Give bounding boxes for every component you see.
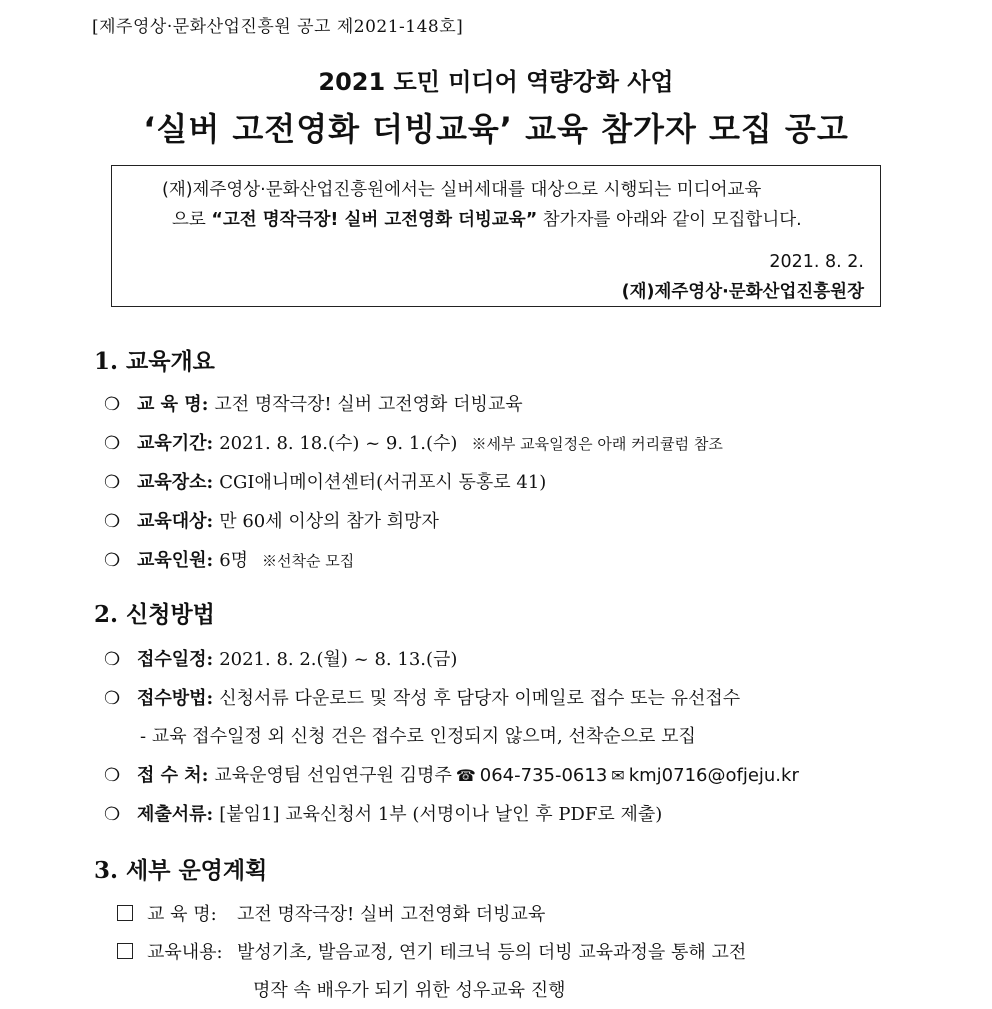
item-label: 접수일정: <box>137 649 214 670</box>
item-value: CGI애니메이션센터(서귀포시 동홍로 41) <box>219 472 547 493</box>
list-item <box>104 390 523 416</box>
circle-bullet-icon: ❍ <box>104 765 121 786</box>
item-value: [붙임1] 교육신청서 1부 (서명이나 날인 후 PDF로 제출) <box>219 804 663 825</box>
item-label: 교육대상: <box>137 511 214 532</box>
list-item <box>117 900 545 926</box>
intro-line-2-suffix: 참가자를 아래와 같이 모집합니다. <box>537 210 802 230</box>
square-bullet-icon <box>117 943 133 959</box>
circle-bullet-icon: ❍ <box>104 804 121 825</box>
item-value: 고전 명작극장! 실버 고전영화 더빙교육 <box>214 394 523 415</box>
list-item <box>104 429 723 455</box>
item-label: 접수방법: <box>137 688 214 709</box>
list-item <box>104 761 799 787</box>
square-bullet-icon <box>117 905 133 921</box>
intro-line-2 <box>172 206 802 231</box>
item-label: 교 육 명: <box>147 904 217 925</box>
item-label: 교육기간: <box>137 433 214 454</box>
item-value: 고전 명작극장! 실버 고전영화 더빙교육 <box>237 904 546 925</box>
section-3-heading: 3. 세부 운영계획 <box>94 857 268 884</box>
intro-line-1: (재)제주영상·문화산업진흥원에서는 실버세대를 대상으로 시행되는 미디어교육 <box>162 180 762 200</box>
item-label: 제출서류: <box>137 804 214 825</box>
content-continuation: 명작 속 배우가 되기 위한 성우교육 진행 <box>253 980 566 1001</box>
item-label: 접 수 처: <box>137 765 209 786</box>
intro-program-name: “고전 명작극장! 실버 고전영화 더빙교육” <box>211 210 538 230</box>
intro-box <box>111 165 881 307</box>
list-item <box>104 645 457 671</box>
item-label: 교육장소: <box>137 472 214 493</box>
item-label: 교 육 명: <box>137 394 209 415</box>
item-value: 6명 <box>219 550 249 571</box>
list-item <box>104 546 354 572</box>
circle-bullet-icon: ❍ <box>104 472 121 493</box>
list-item <box>104 468 546 494</box>
circle-bullet-icon: ❍ <box>104 550 121 571</box>
item-label: 교육인원: <box>137 550 214 571</box>
item-value: 신청서류 다운로드 및 작성 후 담당자 이메일로 접수 또는 유선접수 <box>219 688 741 709</box>
issuing-organization: (재)제주영상·문화산업진흥원장 <box>621 282 864 302</box>
intro-line-2-prefix: 으로 <box>172 210 212 230</box>
notice-number: [제주영상·문화산업진흥원 공고 제2021-148호] <box>92 17 464 37</box>
list-item <box>117 938 746 964</box>
list-item <box>104 507 439 533</box>
envelope-icon: ✉ <box>611 766 625 785</box>
title-line-1: 2021 도민 미디어 역량강화 사업 <box>318 68 674 96</box>
application-note: - 교육 접수일정 외 신청 건은 접수로 인정되지 않으며, 선착순으로 모집 <box>140 726 696 747</box>
notice-date: 2021. 8. 2. <box>769 252 864 272</box>
circle-bullet-icon: ❍ <box>104 688 121 709</box>
section-1-heading: 1. 교육개요 <box>94 348 215 375</box>
circle-bullet-icon: ❍ <box>104 649 121 670</box>
circle-bullet-icon: ❍ <box>104 433 121 454</box>
item-value: 교육운영팀 선임연구원 김명주 <box>214 765 452 786</box>
section-2-heading: 2. 신청방법 <box>94 601 215 628</box>
telephone-icon: ☎ <box>455 766 476 785</box>
list-item <box>104 800 662 826</box>
contact-phone: 064-735-0613 <box>479 765 608 786</box>
item-note: ※세부 교육일정은 아래 커리큘럼 참조 <box>471 435 723 453</box>
circle-bullet-icon: ❍ <box>104 394 121 415</box>
circle-bullet-icon: ❍ <box>104 511 121 532</box>
item-label: 교육내용: <box>147 942 223 963</box>
item-value: 2021. 8. 18.(수) ~ 9. 1.(수) <box>219 433 458 454</box>
item-value: 2021. 8. 2.(월) ~ 8. 13.(금) <box>219 649 458 670</box>
list-item <box>104 684 740 710</box>
page-title: ‘실버 고전영화 더빙교육’ 교육 참가자 모집 공고 <box>143 110 849 148</box>
item-value: 발성기초, 발음교정, 연기 테크닉 등의 더빙 교육과정을 통해 고전 <box>237 942 747 963</box>
item-note: ※선착순 모집 <box>262 552 355 570</box>
item-value: 만 60세 이상의 참가 희망자 <box>219 511 439 532</box>
contact-email[interactable]: kmj0716@ofjeju.kr <box>628 765 799 786</box>
